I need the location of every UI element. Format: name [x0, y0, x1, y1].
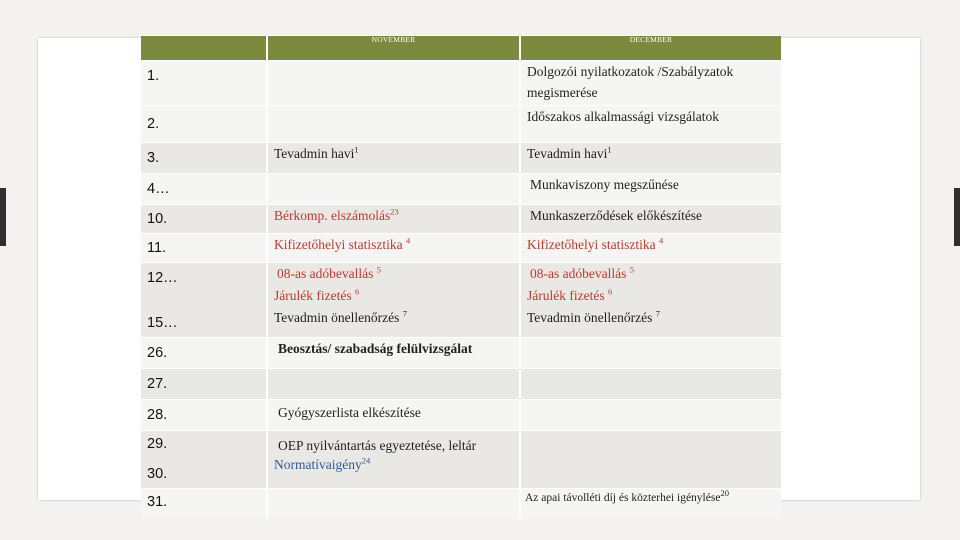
day-cell	[141, 174, 267, 205]
november-task: Bérkomp. elszámolás$^{23}$	[274, 206, 399, 223]
december-task: 08-as adóbevallás $^5$	[530, 264, 634, 281]
table-row-11	[141, 234, 781, 263]
day-label: 27.	[147, 376, 168, 392]
november-task: Tevadmin önellenőrzés $^7$	[274, 308, 408, 325]
december-task: Munkaszerződések előkészítése	[530, 208, 703, 223]
november-cell	[267, 400, 520, 431]
november-task: Beosztás/ szabadság felülvizsgálat	[278, 341, 473, 356]
day-label: 29.	[147, 436, 168, 452]
table-row-4	[141, 174, 781, 205]
november-cell	[267, 431, 520, 489]
december-cell	[520, 431, 781, 489]
november-cell	[267, 369, 520, 400]
november-task: Normatívaigény$^{24}$	[274, 455, 371, 472]
november-task: Járulék fizetés $^6$	[274, 286, 360, 303]
december-task: Tevadmin havi$^1$	[527, 144, 612, 161]
day-label: 30.	[147, 466, 168, 482]
november-task: Tevadmin havi$^1$	[274, 144, 359, 161]
day-cell	[141, 489, 267, 519]
day-label: 11.	[147, 240, 167, 256]
table-row-1	[141, 61, 781, 106]
right-edge-bar	[954, 188, 960, 246]
november-cell	[267, 106, 520, 143]
table-header-row	[141, 36, 781, 61]
table-row-27	[141, 369, 781, 400]
header-november: NOVEMBER	[371, 35, 416, 44]
december-cell	[520, 400, 781, 431]
day-cell	[141, 400, 267, 431]
day-label: 15…	[147, 315, 178, 331]
november-task: Kifizetőhelyi statisztika $^4$	[274, 235, 411, 252]
header-day-cell	[141, 36, 267, 61]
day-label: 31.	[147, 494, 168, 510]
day-cell	[141, 369, 267, 400]
december-cell	[520, 205, 781, 234]
november-task: 08-as adóbevallás $^5$	[277, 264, 381, 281]
header-november-cell	[267, 36, 520, 61]
day-cell	[141, 338, 267, 369]
december-task: Munkaviszony megszűnése	[530, 177, 679, 192]
december-task: Dolgozói nyilatkozatok /Szabályzatok	[527, 64, 734, 79]
december-cell	[520, 234, 781, 263]
table-row-10	[141, 205, 781, 234]
table-row-29-30	[141, 431, 781, 489]
table-row-28	[141, 400, 781, 431]
december-cell	[520, 369, 781, 400]
day-label: 26.	[147, 345, 168, 361]
day-cell	[141, 263, 267, 338]
table-row-31	[141, 489, 781, 519]
december-cell	[520, 338, 781, 369]
day-label: 12…	[147, 270, 178, 286]
day-cell	[141, 431, 267, 489]
table-row-12-15	[141, 263, 781, 338]
left-edge-bar	[0, 188, 6, 246]
day-cell	[141, 205, 267, 234]
december-cell	[520, 263, 781, 338]
december-cell	[520, 489, 781, 519]
schedule-table	[141, 35, 781, 519]
november-cell	[267, 489, 520, 519]
december-cell	[520, 61, 781, 106]
december-cell	[520, 143, 781, 174]
table-row-2	[141, 106, 781, 143]
day-label: 2.	[147, 116, 160, 132]
november-cell	[267, 61, 520, 106]
november-cell	[267, 143, 520, 174]
november-cell	[267, 263, 520, 338]
table-row-26	[141, 338, 781, 369]
november-cell	[267, 234, 520, 263]
november-cell	[267, 205, 520, 234]
november-cell	[267, 338, 520, 369]
day-label: 10.	[147, 211, 168, 227]
day-label: 3.	[147, 150, 160, 166]
day-label: 4…	[147, 181, 170, 197]
day-cell	[141, 143, 267, 174]
day-cell	[141, 106, 267, 143]
november-task: Gyógyszerlista elkészítése	[278, 405, 421, 420]
november-task: OEP nyilvántartás egyeztetése, leltár	[278, 438, 477, 453]
day-cell	[141, 234, 267, 263]
december-task: Az apai távolléti díj és közterhei igénylése$^{20}$	[525, 488, 729, 504]
header-december-cell	[520, 36, 781, 61]
day-label: 1.	[147, 68, 160, 84]
table-row-3	[141, 143, 781, 174]
december-cell	[520, 106, 781, 143]
december-task: Járulék fizetés $^6$	[527, 286, 613, 303]
november-cell	[267, 174, 520, 205]
december-task: Időszakos alkalmassági vizsgálatok	[527, 109, 719, 124]
slide	[38, 35, 920, 510]
december-task: megismerése	[527, 85, 598, 100]
day-label: 28.	[147, 407, 168, 423]
header-december: DECEMBER	[629, 35, 673, 44]
december-task: Kifizetőhelyi statisztika $^4$	[527, 235, 664, 252]
day-cell	[141, 61, 267, 106]
december-task: Tevadmin önellenőrzés $^7$	[527, 308, 661, 325]
december-cell	[520, 174, 781, 205]
